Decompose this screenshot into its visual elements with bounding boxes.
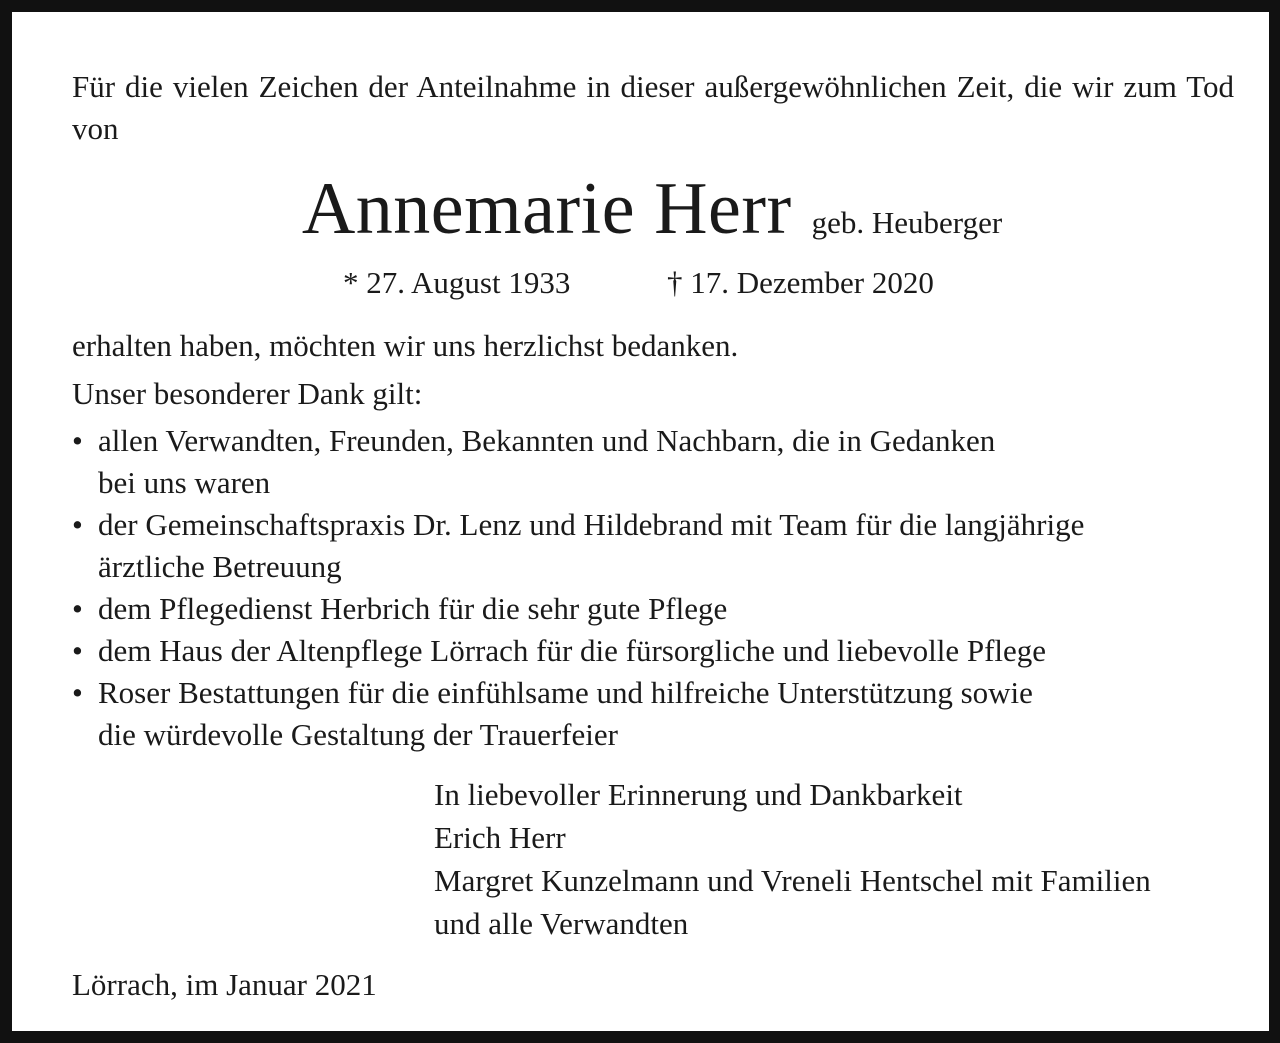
deceased-name-line (12, 168, 1280, 250)
list-item-line: Roser Bestattungen für die einfühlsame und hilfreiche Unterstützung sowie (98, 675, 1033, 710)
thanks-list-item (12, 672, 1280, 756)
place-date: Lörrach, im Januar 2021 (72, 967, 377, 1002)
closing-line: In liebevoller Erinnerung und Dankbarkeit (434, 777, 963, 812)
special-thanks-title: Unser besonderer Dank gilt: (72, 376, 423, 411)
list-item-line: der Gemeinschaftspraxis Dr. Lenz und Hildebrand mit Team für die langjährige (98, 507, 1085, 542)
signer-name: und alle Verwandten (434, 906, 689, 941)
thanks-list-item (12, 588, 1280, 630)
death-date: † 17. Dezember 2020 (667, 265, 934, 300)
bullet-dot: • (72, 633, 83, 668)
thanks-list (12, 420, 1280, 756)
deceased-name: Annemarie Herr (301, 168, 792, 250)
list-item-line: dem Pflegedienst Herbrich für die sehr gute Pflege (98, 591, 728, 626)
bullet-dot: • (72, 675, 83, 710)
bullet-dot: • (72, 591, 83, 626)
signer-name: Erich Herr (434, 820, 566, 855)
thanks-list-item (12, 420, 1280, 504)
intro-text: Für die vielen Zeichen der Anteilnahme in dieser außergewöhnlichen Zeit, die wir zum Tod von (72, 69, 1234, 146)
bullet-dot: • (72, 507, 83, 542)
signer-name: Margret Kunzelmann und Vreneli Hentschel mit Familien (434, 863, 1151, 898)
list-item-line: die würdevolle Gestaltung der Trauerfeier (98, 717, 618, 752)
thanks-list-item (12, 630, 1280, 672)
list-item-line: bei uns waren (98, 465, 271, 500)
list-item-line: allen Verwandten, Freunden, Bekannten und Nachbarn, die in Gedanken (98, 423, 996, 458)
list-item-line: ärztliche Betreuung (98, 549, 342, 584)
birth-name: geb. Heuberger (811, 205, 1003, 240)
birth-date: * 27. August 1933 (343, 265, 571, 300)
list-item-line: dem Haus der Altenpflege Lörrach für die fürsorgliche und liebevolle Pflege (98, 633, 1047, 668)
thanks-list-item (12, 504, 1280, 588)
thanks-text: erhalten haben, möchten wir uns herzlichst bedanken. (72, 328, 739, 363)
signature-block (434, 773, 1151, 945)
bullet-dot: • (72, 423, 83, 458)
